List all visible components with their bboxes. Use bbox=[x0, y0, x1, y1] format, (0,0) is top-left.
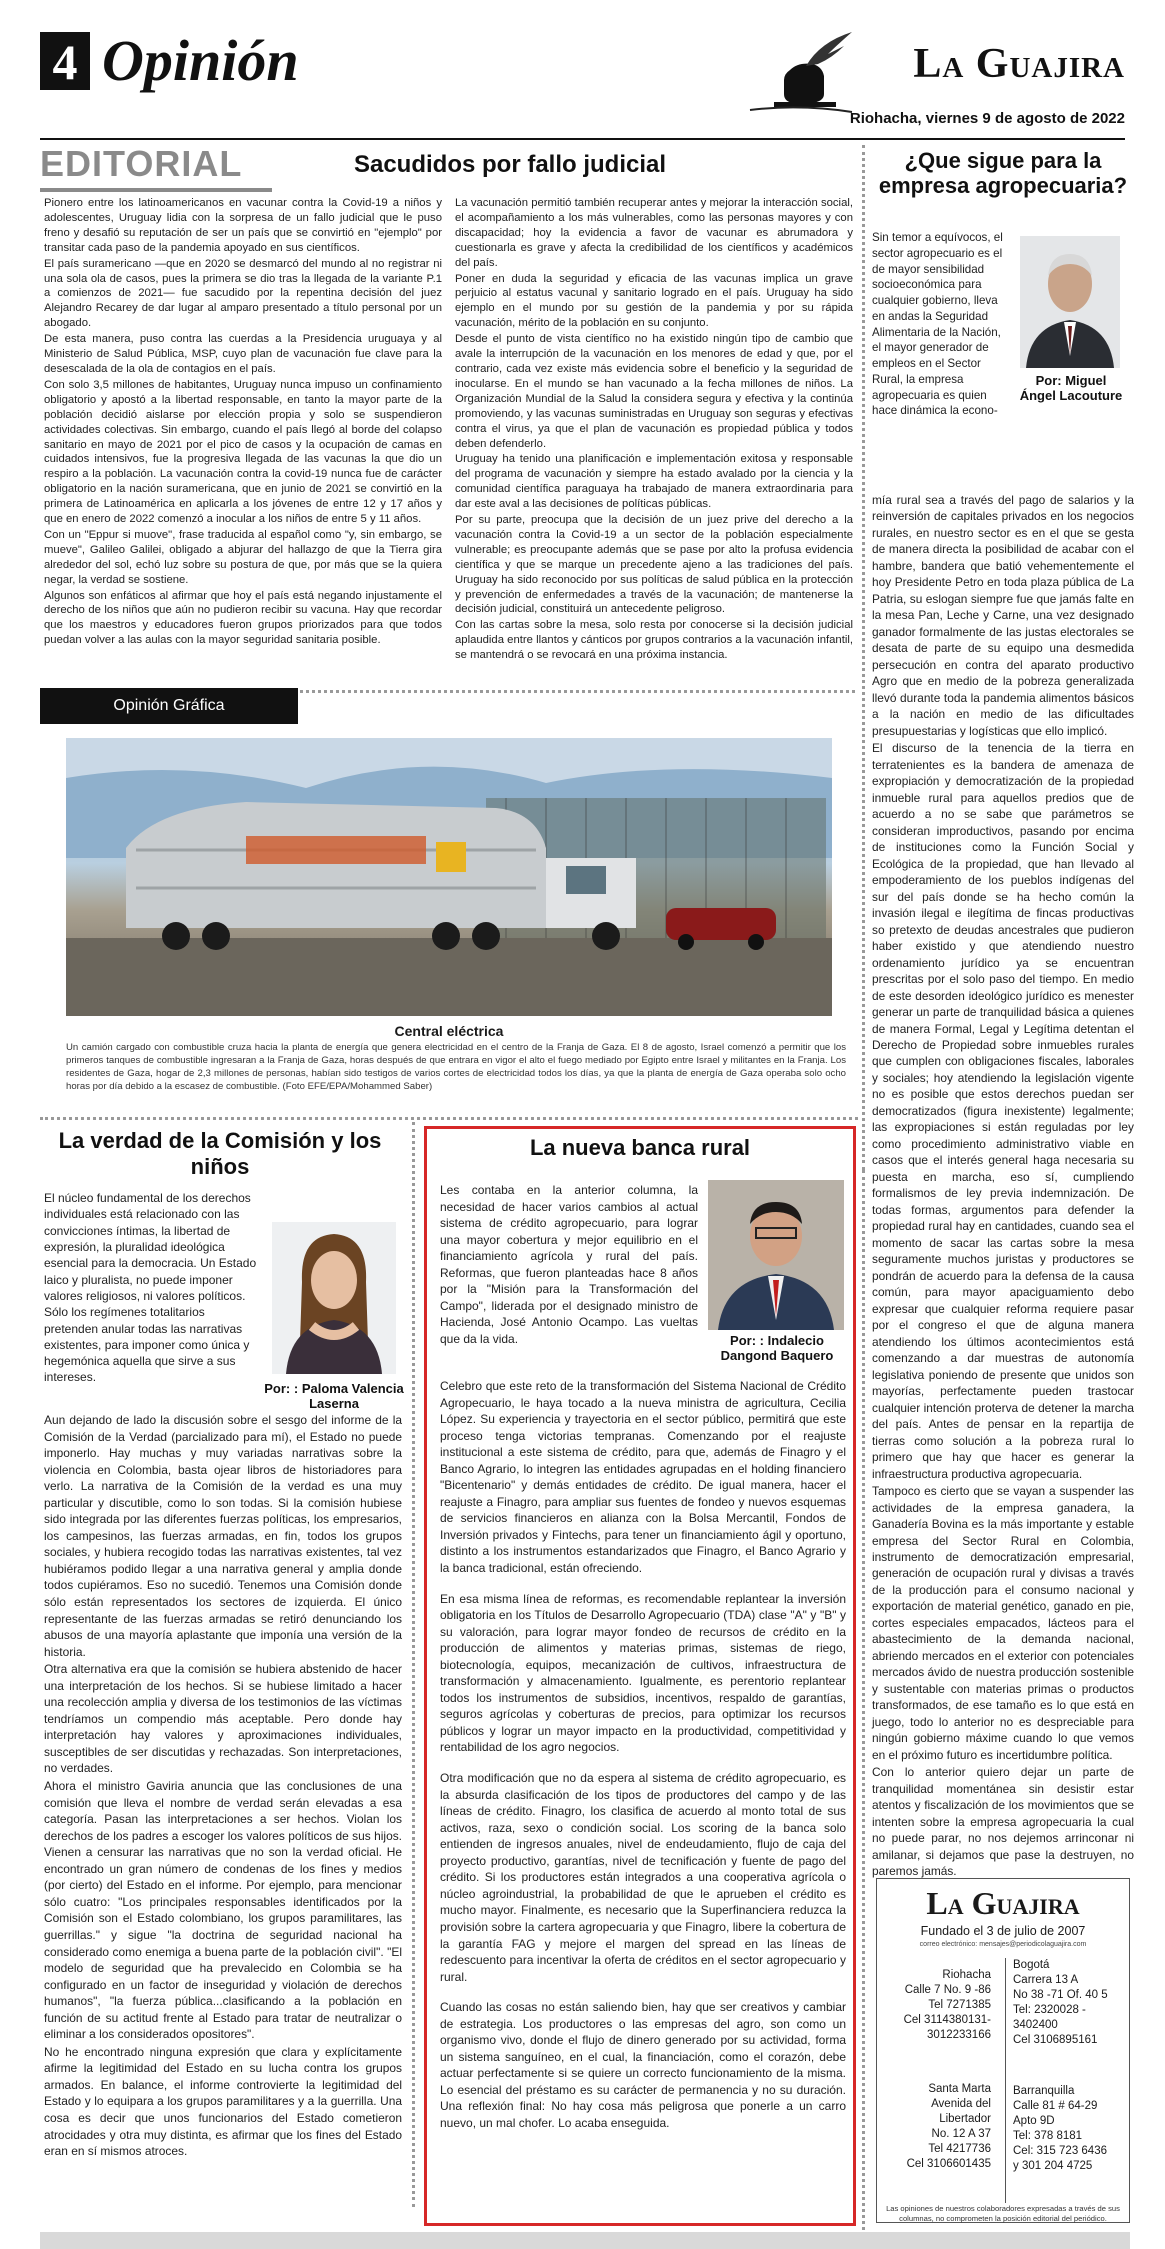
editorial-paragraph: Uruguay ha tenido una planificación e implementación exitosa y responsable del programa de vacunación y siempre ha estado avalado por la ciencia y la comunidad científica paraguaya ha trabajado de manera extraordinaria para dar este aval a las decisiones de políticas públicas. bbox=[455, 453, 853, 511]
comision-title: La verdad de la Comisión y los niños bbox=[58, 1128, 382, 1179]
banca-paragraph: Otra modificación que no da espera al sistema de crédito agropecuario, es la absurda clasificación de los tipos de productores del campo y de las líneas de crédito. Finagro, los clasifica de acuerdo al monto total de sus activos, raza, sexo o condición social. Los scoring de la banca solo entienden de ingresos anuales, nivel de endeudamiento, flujo de caja del proyecto productivo, garantías, nivel de tecnificación y fuente de pago del crédito. Si los productores están integrados a una cooperativa agrícola o núcleo agroindustrial, la probabilidad de que le aprueben el crédito es mucho mayor. Finalmente, es necesario que la Superfinanciera reduzca la provisión sobre la cartera agropecuaria y que Finagro, libere la cobertura de la garantía FAG y mejore el margen del spread en las líneas de redescuento para incentivar la oferta de créditos en el sector agropecuario y rural. bbox=[440, 1771, 846, 1984]
author-byline-lacouture: Por: Miguel Ángel Lacouture bbox=[1019, 373, 1123, 403]
banca-paragraph: Celebro que este reto de la transformación del Sistema Nacional de Crédito Agropecuario, le haya tocado a la nueva ministra de agricultura, Cecilia López. Su experiencia y trayectoria en el sector público, permitirá que este proceso tenga victorias tempranas. Comenzando por el reajuste institucional a este sistema de crédito, para que, además de Finagro y el Banco Agrario, lo integren las entidades agrupadas en el holding financiero "Bicentenario" y demás entidades de crédito. De igual manera, hacer el reajuste a Finagro, para ampliar sus fuentes de fondeo y nuevos esquemas de servicios financieros en alianza con la Bolsa Mercantil, Fondos de Inversión privados y Fintechs, para tener un financiamiento ágil y oportuno, distinto a los instrumentos estandarizados que Finagro, el Banco Agrario y la banca tradicional, están ofreciendo. bbox=[440, 1379, 846, 1576]
editorial-label: EDITORIAL bbox=[40, 143, 243, 184]
page-number: 4 bbox=[52, 34, 78, 90]
photo-caption: Un camión cargado con combustible cruza hacia la planta de energía que genera electricidad en el centro de la Franja de Gaza. El 8 de agosto, Israel comenzó a permitir que los primeros tanques de combustible ingresaran a la Franja de Gaza, horas después de que entrara en vigor el alto el fuego mediado por Egipto entre Israel y militantes en la Franja. Los residentes de Gaza, hogar de 2,3 millones de personas, habían sido testigos de varios cortes de electricidad todos los días, ya que la planta de energía de Gaza operaba solo ocho horas por día debido a la escasez de combustible. (Foto EFE/EPA/Mohammed Saber) bbox=[66, 1042, 846, 1092]
editorial-paragraph: El país suramericano —que en 2020 se desmarcó del mundo al no registrar ni una sola ola de casos, pues la primera se dio tras la llegada de la variante P.1 a comienzos de 2021— fue sacudido por la repentina decisión del juez Alejandro Recarey de dar lugar al amparo presentado a título personal por un abogado. bbox=[44, 257, 442, 330]
masthead-founded: Fundado el 3 de julio de 2007 bbox=[920, 1924, 1086, 1938]
editorial-column-1 bbox=[44, 196, 442, 676]
banca-body bbox=[440, 1378, 846, 2218]
masthead-brand: La Guajira bbox=[926, 1885, 1080, 1921]
editorial-paragraph: Con solo 3,5 millones de habitantes, Uruguay nunca impuso un confinamiento obligatorio y apostó a la libertad responsable, en tanto la mayor parte de la población decidió aislarse por elección propia y solo se suspendieron actividades colectivas. Sin embargo, cuando el país llegó al borde del colapso sanitario en mayo de 2021 por el pico de casos y la ocupación de camas en cuidados intensivos, fue la progresiva llegada de las vacunas la que dio un respiro a la población. La vacunación contra la covid-19 nunca fue de carácter obligatorio en la nación suramericana, que en junio de 2021 se convirtió en la primera de Latinoamérica en aplicarla a los jóvenes de entre 12 y 17 años y que en enero de 2022 comenzó a inocular a los niños de entre 5 y 11 años. bbox=[44, 378, 442, 526]
header-rule bbox=[40, 138, 1125, 140]
author-photo-lacouture bbox=[1020, 236, 1120, 368]
office-riohacha: Riohacha Calle 7 No. 9 -86 Tel 7271385 Cel 3114380131- 3012233166 bbox=[903, 1969, 991, 2041]
editorial-paragraph: Poner en duda la seguridad y eficacia de las vacunas implica un grave perjuicio al estatus vacunal y sanitario logrado en el país. Uruguay ha sido ejemplo en el mundo por su gestión de la pandemia y por su rápida vacunación, mérito de la población en su conjunto. bbox=[455, 272, 853, 330]
footer-band bbox=[40, 2232, 1130, 2249]
column-divider bbox=[862, 1170, 865, 2230]
editorial-column-2 bbox=[455, 196, 853, 676]
editorial-paragraph: Pionero entre los latinoamericanos en vacunar contra la Covid-19 a niños y adolescentes, Uruguay lidia con la sorpresa de un fallo judicial que le puso freno y desafió su reputación de ser un país que se convirtió en "ejemplo" por transitar cada paso de la pandemia apoyado en sus científicos. bbox=[44, 197, 442, 254]
comision-paragraph: Ahora el ministro Gaviria anuncia que las conclusiones de una comisión que lleva el nombre de verdad serán elevadas a esa categoría. Pasan las interpretaciones a ser hechos. Violan los derechos de los padres a escoger los valores políticos de sus hijos. Vienen a censurar las narrativas que no son la verdad oficial. He encontrado un gran número de condenas de los fines y medios (por cierto) del Estado en el informe. Por ejemplo, para mencionar sólo cuatro: "Los principales responsables identificados por la Comisión son el Estado colombiano, los grupos paramilitares, las guerrillas." y sigue "la doctrina de seguridad nacional ha considerado como enemiga a buena parte de la población civil". "El modelo de seguridad que ha prevalecido en Colombia se ha configurado en un factor de inseguridad y violación de derechos humanos", "la fuerza pública...clasificando a la población en función de su actitud frente al Estado para tratar de neutralizar o eliminar a los considerados opositores". bbox=[44, 1779, 402, 2042]
right-article-intro: Sin temor a equívocos, el sector agropecuario es el de mayor sensibilidad socioeconómica para cualquier gobierno, lleva en andas la Seguridad Alimentaria de la Nación, el mayor generador de empleos en el Sector Rural, la empresa agropecuaria es quien hace dinámica la econo- bbox=[872, 231, 1003, 418]
banca-intro: Les contaba en la anterior columna, la necesidad de hacer varios cambios al actual sistema de crédito agropecuario, para lograr una mayor cobertura y mejor equilibrio en el financiamiento agrícola y rural del país. Reformas, que fueron planteadas hace 8 años por la "Misión para la Transformación del Campo", liderada por el designado ministro de Hacienda, José Antonio Ocampo. Las vueltas que da la vida. bbox=[440, 1183, 698, 1346]
author-byline-valencia: Por: : Paloma Valencia Laserna bbox=[264, 1381, 404, 1411]
editorial-paragraph: Con un "Eppur si muove", frase traducida al español como "y, sin embargo, se mueve", Galileo Galilei, obligado a abjurar del hallazgo de que la Tierra gira alrededor del sol, echó luz sobre su postura de que, por más que se la quiera negar, la verdad se sostiene. bbox=[44, 528, 442, 586]
section-divider bbox=[300, 690, 855, 693]
masthead-disclaimer: Las opiniones de nuestros colaboradores expresadas a través de sus columnas, no comprometen la posición editorial del periódico. bbox=[886, 2204, 1120, 2223]
comision-paragraph: Otra alternativa era que la comisión se hubiera abstenido de hacer una interpretación de los hechos. Si se hubiese limitado a hacer una recolección amplia y diversa de los testimonios de las víctimas tendríamos un compendio más aceptable. Pero donde hay interpretación hay valores y aproximaciones individuales, susceptibles de ser discutidas y rechazadas. Son interpretaciones, no verdades. bbox=[44, 1662, 402, 1776]
banca-paragraph: En esa misma línea de reformas, es recomendable replantear la inversión obligatoria en los Títulos de Desarrollo Agropecuario (TDA) clase "A" y "B" y su valoración, para lograr mayor fondeo de recursos de crédito en la producción de alimentos y materias primas, sistemas de riego, biotecnología, equipos, mecanización de cultivos, infraestructura de transformación y almacenamiento. Igualmente, es perentorio replantear todos los instrumentos de subsidios, incentivos, respaldo de garantías, seguros agrícolas y coberturas de precios, para optimizar los recursos públicos y lograr un mayor impacto en la productividad, competitividad y rentabilidad de los agro negocios. bbox=[440, 1591, 846, 1755]
banca-title: La nueva banca rural bbox=[529, 1135, 751, 1160]
editorial-paragraph: De esta manera, puso contra las cuerdas a la Presidencia uruguaya y al Ministerio de Salud Pública, MSP, cuyo plan de vacunación fue clave para la desescalada de la ola de contagios en el país. bbox=[44, 333, 442, 375]
inkwell-icon bbox=[740, 32, 860, 122]
comision-body bbox=[44, 1412, 402, 2210]
section-title: Opinión bbox=[102, 28, 299, 93]
right-article-paragraph: Con lo anterior quiero dejar un parte de tranquilidad momentánea sin desistir estar atentos y fiscalización de los movimientos que se intenten sobre la empresa agropecuaria la cual no puede parar, no nos dejemos arrinconar ni amilanar, si dejamos que pase la destruyen, no paremos jamás. bbox=[872, 1765, 1134, 1879]
author-photo-valencia bbox=[272, 1222, 396, 1374]
right-article-title: ¿Que sigue para la empresa agropecuaria? bbox=[878, 148, 1128, 198]
comision-paragraph: Aun dejando de lado la discusión sobre el sesgo del informe de la Comisión de la Verdad (parcializado para mí), el Estado no puede imponerlo. Hay muchas y muy variadas narrativas sobre la violencia en Colombia, basta ojear libros de historiadores para verlo. La narrativa de la Comisión de la verdad es una muy particular y discutible, como lo son todas. Si la comisión hubiese sido integrada por las diferentes fuerzas políticas, los empresarios, los campesinos, las fuerzas armadas, en fin, todos los grupos sociales, y hubiera recogido todas las narrativas existentes, tal vez hubiéramos podido llegar a una narrativa general y amplia donde todos cupiéramos. Eso no sucedió. Tenemos una Comisión donde sólo están representados los sectores de izquierda. El único representante de las fuerzas armadas se retiró denunciando los abusos de una mayoría aplastante que imponía una versión de la historia. bbox=[44, 1413, 402, 1659]
opinion-grafica-label: Opinión Gráfica bbox=[113, 697, 225, 714]
masthead-divider bbox=[1005, 1958, 1006, 2203]
office-bogota: Bogotá Carrera 13 A No 38 -71 Of. 40 5 Tel: 2320028 - 3402400 Cel 3106895161 bbox=[1013, 1959, 1108, 2046]
editorial-paragraph: Desde el punto de vista científico no ha existido ningún tipo de cambio que avale la interrupción de la vacunación en los menores de edad y que, por el contrario, cada vez existe más evidencia sobre el beneficio y la seguridad de inocularse. En el mundo se han vacunado a la fecha millones de niños. La Organización Mundial de la Salud la considera segura y efectiva y la continúa promoviendo, y las vacunas suministradas en Uruguay son seguras y efectivas contra el virus, ya que el plan de vacunación es propiedad pública y todos deben defenderlo. bbox=[455, 333, 853, 450]
office-santa-marta: Santa Marta Avenida del Libertador No. 12 A 37 Tel 4217736 Cel 3106601435 bbox=[906, 2083, 991, 2170]
news-photo bbox=[66, 738, 832, 1016]
right-article-paragraph: El discurso de la tenencia de la tierra en terratenientes es la bandera de amenaza de expropiación y democratización de la propiedad inmueble rural para aquellos predios que de acuerdo a no se sabe que parámetros se consideran improductivos, pasando por encima de instituciones como la Función Social y Ecológica de la propiedad, que han llevado al empoderamiento de los pueblos indígenas del sur del país donde se ha hecho común la invasión ilegal e ilegítima de fincas productivas so pretexto de deudas ancestrales que pudieron haber existido y que atendiendo nuestro ordenamiento jurídico ya se encuentran prescritas por el solo paso del tiempo. En medio de este desorden ideológico jurídico es menester generar un parte de tranquilidad básica a quienes de manera Formal, Legal y Legítima detentan el Derecho de Propiedad sobre inmuebles rurales que cumplen con obligaciones fiscales, laborales y sociales; hoy atendiendo la legislación vigente no es posible que estos derechos puedan ser democratizados (figura inexistente) legalmente; las expropiaciones si están reguladas por ley como procedimiento administrativo viable en casos que el interés general haga necesaria su puesta en marcha, eso sí, cumpliendo formalismos de ley previa indemnización. De todas formas, argumentos para defender la propiedad rural hay en cantidades, cuando sea el momento de sacar las cartas sobre la mesa seguramente muchos juristas y productores se pondrán de acuerdo para la defensa de la causa común, para mayor apaciguamiento debo expresar que cualquier reforma requiere pasar por el congreso el que de alguna manera atendiendo los últimos acontecimientos está comenzando a dar muestras de autonomía legislativa poniendo de presente que unidos son mayorías, perfectamente pueden trastocar cualquier intención proterva de detener la marcha del país. Antes de pensar en la repartija de tierras como solución a la pobreza rural lo primero que hay que hacer es generar la infraestructura productiva agropecuaria. bbox=[872, 741, 1134, 1481]
photo-caption-title: Central eléctrica bbox=[394, 1023, 504, 1039]
comision-paragraph: No he encontrado ninguna expresión que clara y explícitamente afirme la legitimidad del Estado en su lucha contra los grupos armados. En balance, el informe controvierte la legitimidad del Estado y lo equipara a los grupos paramilitares y a la guerrilla. Una cosa es decir que unos funcionarios del Estado cometieron atrocidades y otra muy distinta, es afirmar que los fines del Estado eran en sí mismos atroces. bbox=[44, 2044, 402, 2159]
right-article-paragraph: Tampoco es cierto que se vayan a suspender las actividades de la empresa ganadera, la Ganadería Bovina es la más importante y estable empresa del Sector Rural en Colombia, instrumento de democratización empresarial, generación de ocupación rural y divisas a través de la producción para el consumo nacional y exportación de material genético, ganado en pie, cortes especiales empacados, lácteos para el abastecimiento de la demanda nacional, abriendo mercados en el exterior con potenciales mercados ávido de nuestra producción sostenible y sustentable con materias primas o productos transformados, de ese tamaño es lo que está en juego, todo lo anterior no es despreciable para ningún gobierno máxime cuando lo que vemos en el próximo futuro es incertidumbre política. bbox=[872, 1484, 1134, 1762]
column-divider bbox=[412, 1122, 415, 2207]
editorial-paragraph: Por su parte, preocupa que la decisión de un juez prive del derecho a la vacunación contra la Covid-19 a un sector de la población especialmente vulnerable; es preocupante además que se pase por alto la profusa evidencia científica y que se marque un precedente ajeno a las tradiciones del país. Uruguay ha sido reconocido por sus políticas de salud pública en la protección y prevención de enfermedades a través de la vacunación; de mantenerse la decisión judicial, constituirá un antecedente peligroso. bbox=[455, 514, 853, 616]
author-byline-dangond: Por: : Indalecio Dangond Baquero bbox=[720, 1333, 834, 1363]
page-header bbox=[40, 28, 1125, 132]
right-article-paragraph: mía rural sea a través del pago de salarios y la reinversión de capitales privados en los negocios rurales, en nuestro sector es en el que se gesta de manera directa la posibilidad de acabar con el hambre, bandera que batió vehementemente el hoy Presidente Petro en toda plaza pública de La Patria, su eslogan siempre fue que jamás falte en la mesa Pan, Leche y Carne, una vez designado ganador formalmente de las justas electorales se desata de parte de su equipo una desmedida persecución en contra del aparato productivo Agro que en medio de la pobreza generalizada llevó durante toda la pandemia alimentos básicos a la nación en medio de las dificultades presupuestarias y logísticas que ello implicó. bbox=[872, 493, 1134, 738]
editorial-paragraph: Algunos son enfáticos al afirmar que hoy el país está negando injustamente el derecho de los niños que aún no pudieron recibir su vacuna. Hay que recordar que los maestros y educadores fueron grupos priorizados para que todos puedan volver a las aulas con la mayor seguridad sanitaria posible. bbox=[44, 589, 442, 647]
masthead-box bbox=[876, 1878, 1130, 2223]
comision-intro: El núcleo fundamental de los derechos individuales está relacionado con las convicciones íntimas, la libertad de expresión, la pluralidad ideológica esencial para la democracia. Un Estado laico y pluralista, no puede imponer valores religiosos, ni valores políticos. Sólo los regímenes totalitarios pretenden anular todas las narrativas existentes, para imponer como única y hegemónica aquella que sirve a sus intereses. bbox=[44, 1191, 257, 1385]
author-photo-dangond bbox=[708, 1180, 844, 1330]
editorial-paragraph: Con las cartas sobre la mesa, solo resta por conocerse si la decisión judicial aplaudida entre llantos y cánticos por grupos contrarios a la vacunación infantil, se mantendrá o se revocará en una próxima instancia. bbox=[455, 619, 853, 662]
column-divider bbox=[862, 145, 865, 1170]
editorial-paragraph: La vacunación permitió también recuperar antes y mejorar la interacción social, el acompañamiento a los más vulnerables, como las personas mayores y con discapacidad; hoy la evidencia a favor de vacunar es abrumadora y cuestionarla es grave y afecta la credibilidad de los científicos y académicos del país. bbox=[455, 197, 853, 269]
banca-paragraph: Cuando las cosas no están saliendo bien, hay que ser creativos y cambiar de estrategia. Los productores o las empresas del agro, son como un organismo vivo, donde el flujo de dinero generado por su actividad, forma un sistema sanguíneo, en el cual, la financiación, como el corazón, debe actuar perfectamente si se quiere un correcto funcionamiento de la misma. Lo esencial del préstamo es su carácter de permanencia y no su duración. Una reflexión final: No hay cosa más peligrosa que ponerle a un carro nuevo, un mal chofer. Lo acaba enseguida. bbox=[440, 2000, 846, 2130]
section-divider bbox=[40, 1117, 858, 1120]
editorial-label-underline bbox=[40, 188, 272, 192]
right-article-body bbox=[872, 492, 1134, 1879]
date-line: Riohacha, viernes 9 de agosto de 2022 bbox=[849, 110, 1125, 127]
brand-logo: La Guajira bbox=[913, 41, 1125, 87]
office-barranquilla: Barranquilla Calle 81 # 64-29 Apto 9D Tel: 378 8181 Cel: 315 723 6436 y 301 204 4725 bbox=[1013, 2085, 1107, 2172]
masthead-email: correo electrónico: mensajes@periodicolaguajira.com bbox=[919, 1941, 1087, 1948]
editorial-title: Sacudidos por fallo judicial bbox=[353, 151, 667, 178]
